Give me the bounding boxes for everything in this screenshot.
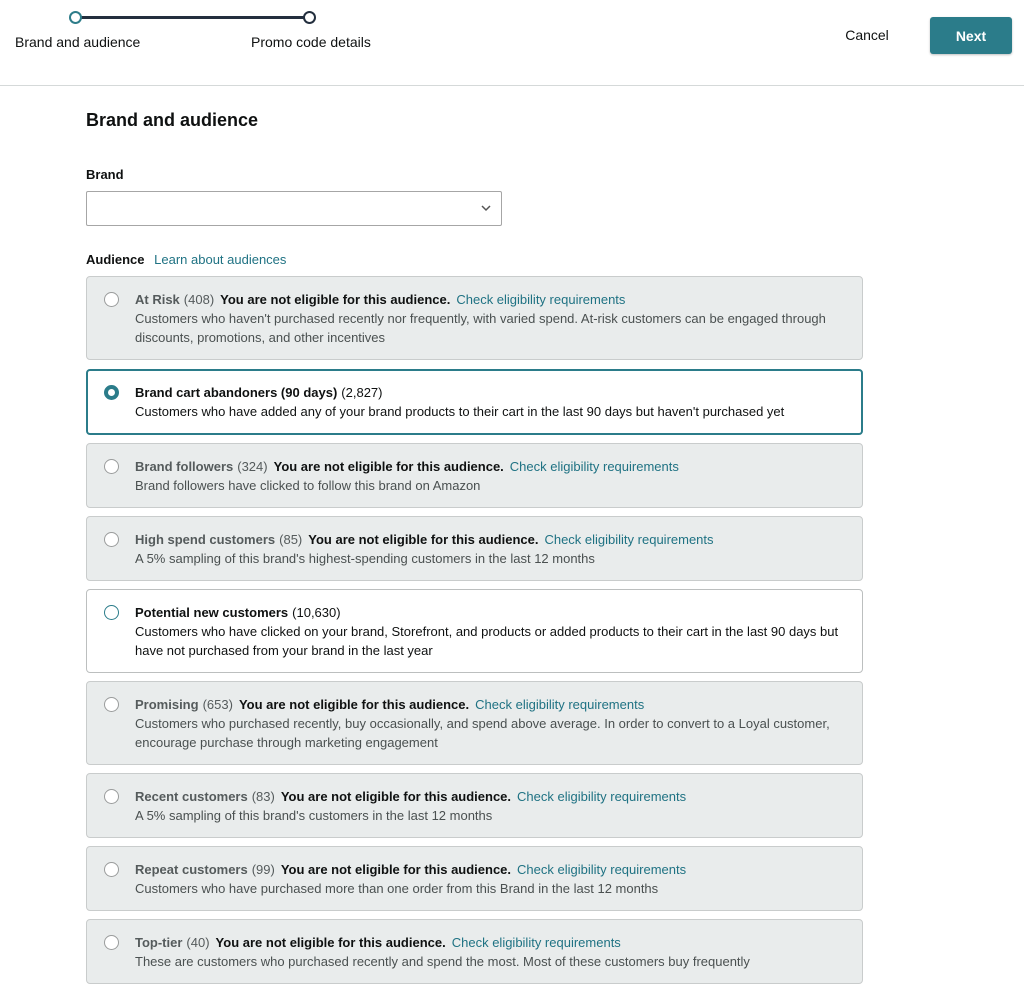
audience-radio[interactable]: [104, 935, 119, 950]
brand-select[interactable]: [86, 191, 502, 226]
learn-about-audiences-link[interactable]: Learn about audiences: [154, 252, 287, 267]
audience-description: Customers who have clicked on your brand, Storefront, and products or added products to their cart in the last 90 days but have not purchased from your brand in the last year: [135, 624, 839, 658]
eligibility-warning: You are not eligible for this audience.: [280, 789, 512, 804]
audience-radio[interactable]: [104, 459, 119, 474]
audience-name: Brand followers: [135, 459, 234, 474]
next-button[interactable]: Next: [930, 17, 1012, 54]
audience-count: (40): [186, 935, 210, 950]
audience-name: Promising: [135, 697, 199, 712]
audience-description: A 5% sampling of this brand's customers in the last 12 months: [135, 808, 493, 823]
audience-radio[interactable]: [104, 789, 119, 804]
audience-option-promising[interactable]: [86, 681, 863, 765]
audience-option-repeat-customers[interactable]: [86, 846, 863, 911]
audience-option-potential-new-customers[interactable]: [86, 589, 863, 673]
audience-option-brand-cart-abandoners[interactable]: [86, 369, 863, 435]
eligibility-warning: You are not eligible for this audience.: [238, 697, 470, 712]
audience-radio[interactable]: [104, 605, 119, 620]
audience-count: (10,630): [292, 605, 341, 620]
audience-count: (85): [279, 532, 303, 547]
audience-radio[interactable]: [104, 532, 119, 547]
step-1-dot: [69, 11, 82, 24]
eligibility-warning: You are not eligible for this audience.: [308, 532, 539, 547]
audience-description: Brand followers have clicked to follow this brand on Amazon: [135, 478, 481, 493]
audience-description: Customers who purchased recently, buy occasionally, and spend above average. In order to convert to a Loyal customer, encourage purchase through marketing engagement: [135, 716, 830, 750]
audience-radio[interactable]: [104, 292, 119, 307]
check-eligibility-link[interactable]: Check eligibility requirements: [517, 789, 687, 804]
audience-count: (83): [251, 789, 275, 804]
page-title: Brand and audience: [86, 110, 259, 130]
audience-option-at-risk[interactable]: [86, 276, 863, 360]
audience-name: Top-tier: [135, 935, 183, 950]
audience-count: (324): [237, 459, 268, 474]
check-eligibility-link[interactable]: Check eligibility requirements: [456, 292, 626, 307]
audience-count: (99): [251, 862, 275, 877]
audience-count: (653): [202, 697, 233, 712]
audience-option-high-spend-customers[interactable]: [86, 516, 863, 581]
audience-count: (408): [183, 292, 215, 307]
top-bar: [0, 0, 1024, 86]
audience-description: Customers who have purchased more than one order from this Brand in the last 12 months: [135, 881, 659, 896]
audience-label: Audience: [86, 252, 145, 267]
eligibility-warning: You are not eligible for this audience.: [220, 292, 451, 307]
eligibility-warning: You are not eligible for this audience.: [273, 459, 504, 474]
eligibility-warning: You are not eligible for this audience.: [280, 862, 512, 877]
audience-name: High spend customers: [135, 532, 276, 547]
audience-option-brand-followers[interactable]: [86, 443, 863, 508]
brand-label: Brand: [86, 167, 124, 182]
cancel-button[interactable]: Cancel: [845, 27, 889, 43]
check-eligibility-link[interactable]: Check eligibility requirements: [509, 459, 679, 474]
step-label-brand-and-audience: Brand and audience: [15, 34, 141, 50]
audience-radio-selected[interactable]: [104, 385, 119, 400]
stepper-track: [80, 16, 306, 19]
step-2-dot: [303, 11, 316, 24]
audience-name: Brand cart abandoners (90 days): [135, 385, 338, 400]
audience-description: Customers who haven't purchased recently nor frequently, with varied spend. At-risk customers can be engaged through discounts, promotions, and other incentives: [135, 311, 826, 345]
audience-name: Repeat customers: [135, 862, 248, 877]
step-label-promo-code-details: Promo code details: [251, 34, 371, 50]
audience-option-top-tier[interactable]: [86, 919, 863, 984]
audience-description: Customers who have added any of your brand products to their cart in the last 90 days but haven't purchased yet: [135, 404, 785, 419]
check-eligibility-link[interactable]: Check eligibility requirements: [517, 862, 687, 877]
eligibility-warning: You are not eligible for this audience.: [215, 935, 446, 950]
audience-name: Recent customers: [135, 789, 248, 804]
audience-count: (2,827): [341, 385, 383, 400]
audience-name: At Risk: [135, 292, 180, 307]
check-eligibility-link[interactable]: Check eligibility requirements: [451, 935, 621, 950]
audience-description: These are customers who purchased recently and spend the most. Most of these customers buy frequently: [135, 954, 750, 969]
audience-option-recent-customers[interactable]: [86, 773, 863, 838]
check-eligibility-link[interactable]: Check eligibility requirements: [475, 697, 645, 712]
chevron-down-icon: [481, 203, 491, 213]
audience-radio[interactable]: [104, 697, 119, 712]
check-eligibility-link[interactable]: Check eligibility requirements: [544, 532, 714, 547]
audience-name: Potential new customers: [135, 605, 289, 620]
audience-label-row: [86, 252, 286, 267]
audience-description: A 5% sampling of this brand's highest-spending customers in the last 12 months: [135, 551, 595, 566]
audience-radio[interactable]: [104, 862, 119, 877]
